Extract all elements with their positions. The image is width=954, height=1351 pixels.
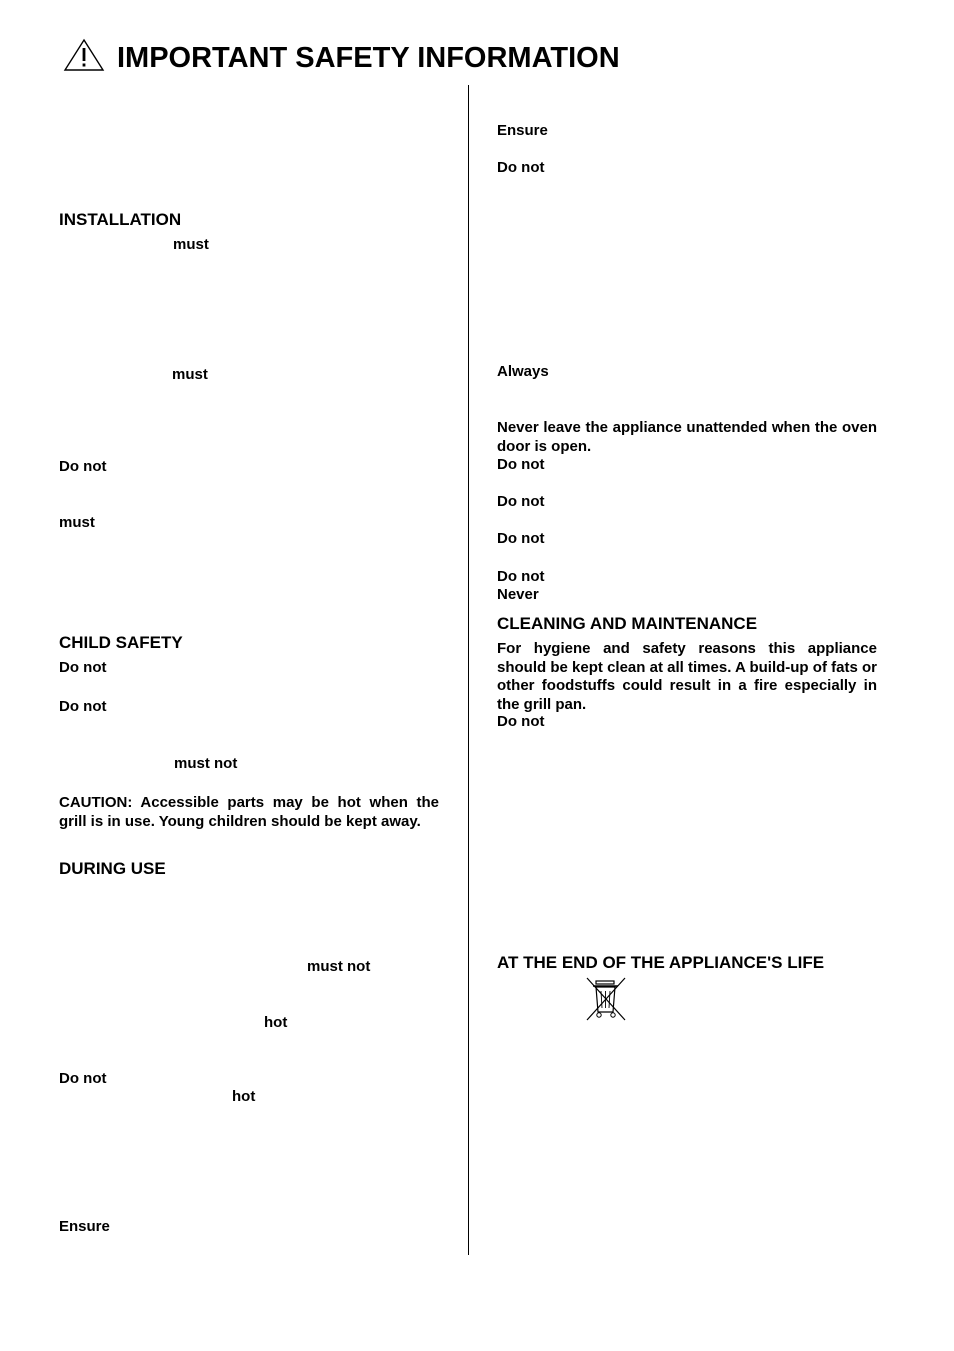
end-of-life-heading: AT THE END OF THE APPLIANCE'S LIFE (497, 953, 825, 972)
right-word-1: Ensure (497, 122, 548, 139)
warning-triangle-icon (63, 38, 105, 72)
installation-word-2: must (172, 366, 208, 383)
never-leave-paragraph: Never leave the appliance unattended when the oven door is open. (497, 419, 877, 455)
column-divider (468, 85, 469, 1255)
installation-word-3: Do not (59, 458, 107, 475)
right-word-2: Do not (497, 159, 545, 176)
during-use-word-5: Ensure (59, 1218, 110, 1235)
right-word-8: Never (497, 586, 539, 603)
child-safety-word-1: Do not (59, 659, 107, 676)
installation-word-4: must (59, 514, 95, 531)
cleaning-paragraph: For hygiene and safety reasons this appliance should be kept clean at all times. A build-up of fats or other foodstuffs could result in a fire especially in the grill pan. (497, 640, 877, 713)
cleaning-word-1: Do not (497, 713, 545, 730)
during-use-word-2: hot (264, 1014, 288, 1031)
installation-word-1: must (173, 236, 209, 253)
right-word-4: Do not (497, 456, 545, 473)
during-use-word-1: must not (307, 958, 371, 975)
child-safety-word-3: must not (174, 755, 238, 772)
right-word-6: Do not (497, 530, 545, 547)
during-use-word-3: Do not (59, 1070, 107, 1087)
right-word-7: Do not (497, 568, 545, 585)
crossed-out-wheelie-bin-icon (584, 976, 628, 1022)
cleaning-heading: CLEANING AND MAINTENANCE (497, 614, 758, 633)
caution-paragraph: CAUTION: Accessible parts may be hot when the grill is in use. Young children should be kept away. (59, 794, 439, 830)
right-word-5: Do not (497, 493, 545, 510)
during-use-word-4: hot (232, 1088, 256, 1105)
right-word-3: Always (497, 363, 549, 380)
during-use-heading: DURING USE (59, 859, 166, 878)
child-safety-word-2: Do not (59, 698, 107, 715)
page-title: IMPORTANT SAFETY INFORMATION (117, 42, 620, 74)
installation-heading: INSTALLATION (59, 210, 182, 229)
child-safety-heading: CHILD SAFETY (59, 633, 183, 652)
